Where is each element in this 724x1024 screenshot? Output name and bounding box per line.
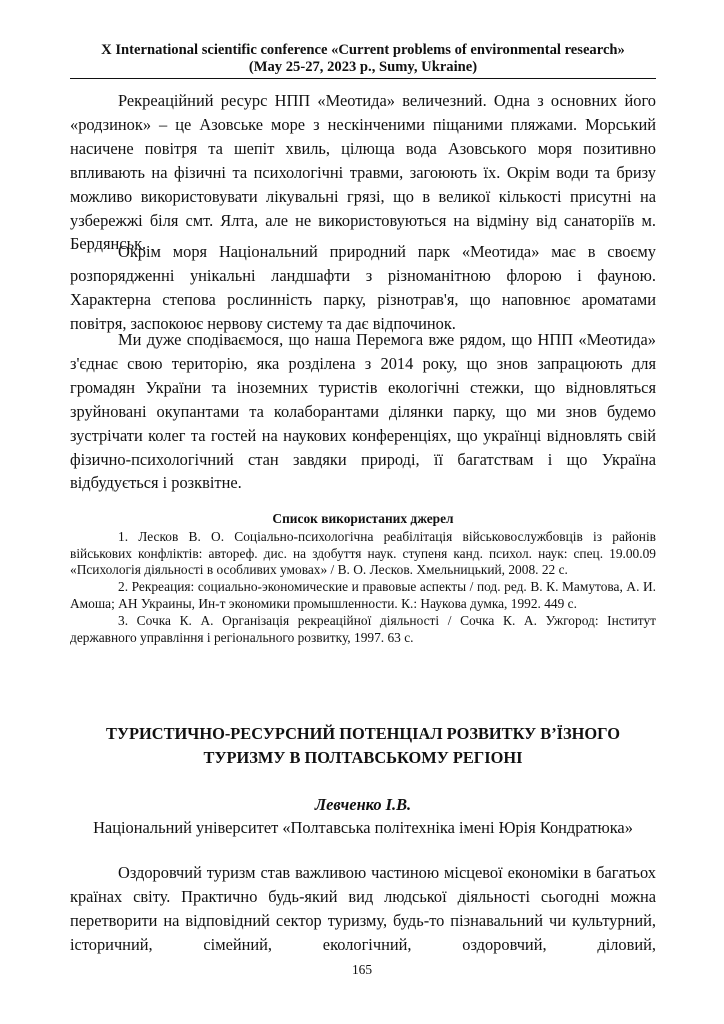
page-number: 165 [351,962,373,977]
paragraph: Оздоровчий туризм став важливою частиною місцевої економіки в багатьох країнах світу. Практично будь-який вид людської діяльності сьогодні можна перетворити на відповідний сектор туризму, будь-то пізнавальний чи культурний, історичний, сімейний, екологічний, оздоровчий, діловий, [70,863,656,954]
article2-body [70,861,656,957]
author-affiliation: Національний університет «Полтавська політехніка імені Юрія Кондратюка» [93,818,633,837]
paragraph: Рекреаційний ресурс НПП «Меотида» величезний. Одна з основних його «родзинок» – це Азовське море з нескінченими піщаними пляжами. Морський насичене повітря та шепіт хвиль, цілюща вода Азовського моря позитивно впливають на фізичні та психологічні травми, загоюють їх. Окрім води та бризу можливо використовувати лікувальні грязі, що в великої кількості присутні на узбережжі біля смт. Ялта, але не використовуються на відміну від санаторіїв м. Бердянськ. [70,91,656,254]
references-section [70,511,656,646]
conference-title: X International scientific conference «Current problems of environmental research» [101,42,625,58]
article-title-line: ТУРИСТИЧНО-РЕСУРСНИЙ ПОТЕНЦІАЛ РОЗВИТКУ В’ЇЗНОГО [106,724,620,743]
references-title: Список використаних джерел [272,511,454,526]
reference-item: 2. Рекреация: социально-экономические и правовые аспекты / под. ред. В. К. Мамутова, А. И. Амоша; АН Украины, Ин-т экономики промышленности. К.: Наукова думка, 1992. 449 с. [70,579,656,611]
author-name: Левченко І.В. [314,795,412,814]
paragraph: Ми дуже сподіваємося, що наша Перемога вже рядом, що НПП «Меотида» з'єднає свою територію, яка розділена з 2014 року, що знов запрацюють для громадян України та іноземних туристів екологічні стежки, що відновляться зруйновані окупантами та колаборантами ділянки парку, що ми знов будемо зустрічати колег та гостей на наукових конференціях, що українці відновлять свій фізично-психологічний стан завдяки природі, її багатствам і що Україна відбудується і розквітне. [70,330,656,493]
article-title-line: ТУРИЗМУ В ПОЛТАВСЬКОМУ РЕГІОНІ [203,748,523,767]
header-divider [70,78,656,79]
article1-body [70,89,656,256]
article1-body-2 [70,240,656,336]
reference-item: 3. Сочка К. А. Організація рекреаційної діяльності / Сочка К. А. Ужгород: Інститут державного управління і регіонального розвитку, 1997. 63 с. [70,612,656,645]
paragraph: Окрім моря Національний природний парк «Меотида» має в своєму розпорядженні унікальні ландшафти з різноманітною флорою і фауною. Характерна степова рослинність парку, різнотрав'я, що наповнює ароматами повітря, заспокоює нервову систему та дає відпочинок. [70,242,656,333]
article1-body-3 [70,328,656,495]
conference-dates: (May 25-27, 2023 р., Sumy, Ukraine) [248,59,478,75]
reference-item: 1. Лесков В. О. Соціально-психологічна реабілітація військовослужбовців із районів військових конфліктів: автореф. дис. на здобуття наук. ступеня канд. психол. наук: спец. 19.00.09 «Психологія діяльності в особливих умовах» / В. О. Лесков. Хмельницький, 2008. 22 с. [70,528,656,578]
running-header [70,42,656,76]
article-title [70,722,656,770]
